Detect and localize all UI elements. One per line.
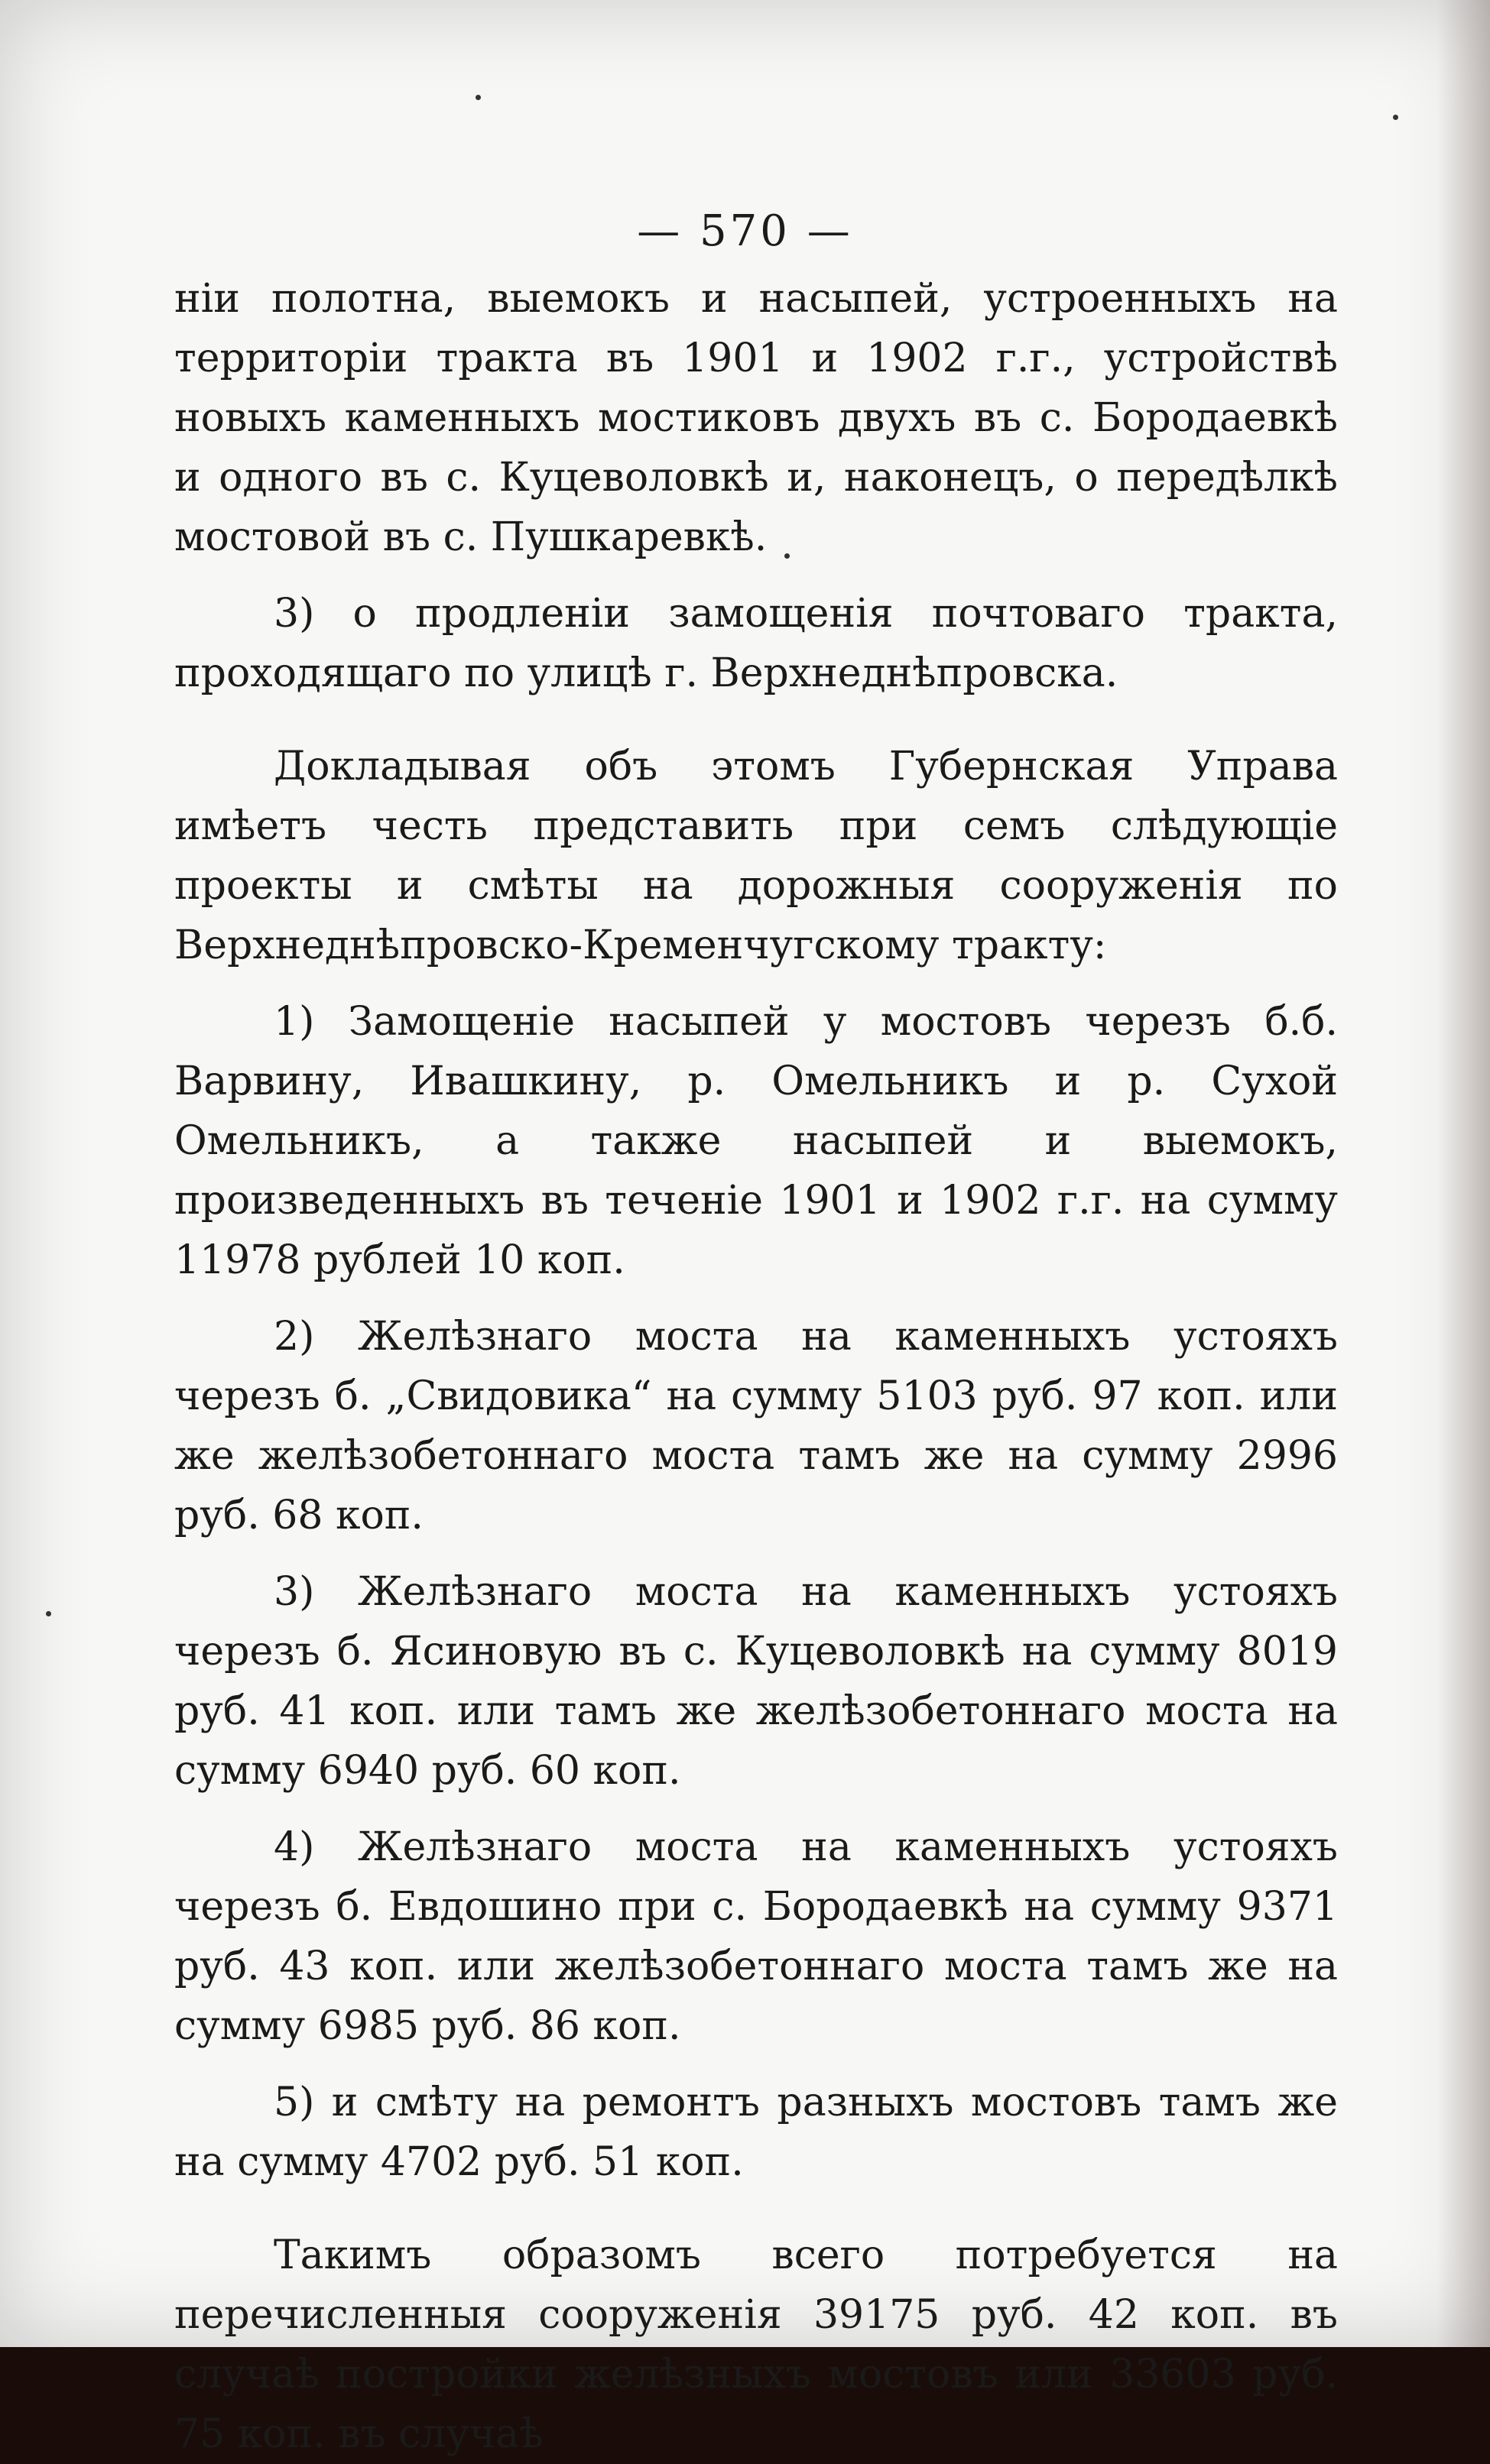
print-speck (46, 1611, 51, 1616)
paragraph-item-3-intro: 3) о продленіи замощенія почтоваго тракта, проходящаго по улицѣ г. Верхнеднѣпровска. (174, 591, 1338, 696)
paragraph-list-item-2: 2) Желѣзнаго моста на каменныхъ устояхъ черезъ б. „Свидовика“ на сумму 5103 руб. 97 коп. или же желѣзобетоннаго моста тамъ же на сумму 2996 руб. 68 коп. (174, 1314, 1338, 1538)
print-speck (476, 95, 481, 100)
page-number: — 570 — (637, 206, 853, 256)
print-speck (1393, 115, 1398, 120)
paragraph-list-item-1: 1) Замощеніе насыпей у мостовъ черезъ б.б. Варвину, Ивашкину, р. Омельникъ и р. Сухой Омельникъ, а также насыпей и выемокъ, произведенныхъ въ теченіе 1901 и 1902 г.г. на сумму 11978 рублей 10 коп. (174, 999, 1338, 1283)
paragraph-continuation: ніи полотна, выемокъ и насыпей, устроенныхъ на территоріи тракта въ 1901 и 1902 г.г., устройствѣ новыхъ каменныхъ мостиковъ двухъ въ с. Бородаевкѣ и одного въ с. Куцеволовкѣ и, наконецъ, о передѣлкѣ мостовой въ с. Пушкаревкѣ. (174, 276, 1338, 560)
paragraph-list-item-5: 5) и смѣту на ремонтъ разныхъ мостовъ тамъ же на сумму 4702 руб. 51 коп. (174, 2080, 1338, 2185)
paragraph-list-item-3: 3) Желѣзнаго моста на каменныхъ устояхъ черезъ б. Ясиновую въ с. Куцеволовкѣ на сумму 8019 руб. 41 коп. или тамъ же желѣзобетоннаго моста на сумму 6940 руб. 60 коп. (174, 1569, 1338, 1794)
page-text (174, 269, 1338, 2464)
paragraph-total: Такимъ образомъ всего потребуется на перечисленныя сооруженія 39175 руб. 42 коп. въ случаѣ постройки желѣзныхъ мостовъ или 33603 руб. 75 коп. въ случаѣ (174, 2232, 1338, 2457)
print-speck (784, 553, 790, 559)
page-edge-shadow (1436, 0, 1490, 2347)
paragraph-list-item-4: 4) Желѣзнаго моста на каменныхъ устояхъ черезъ б. Евдошино при с. Бородаевкѣ на сумму 9371 руб. 43 коп. или желѣзобетоннаго моста тамъ же на сумму 6985 руб. 86 коп. (174, 1824, 1338, 2049)
paragraph-report: Докладывая объ этомъ Губернская Управа имѣетъ честь представить при семъ слѣдующіе проекты и смѣты на дорожныя сооруженія по Верхнеднѣпровско-Кременчугскому тракту: (174, 744, 1338, 968)
